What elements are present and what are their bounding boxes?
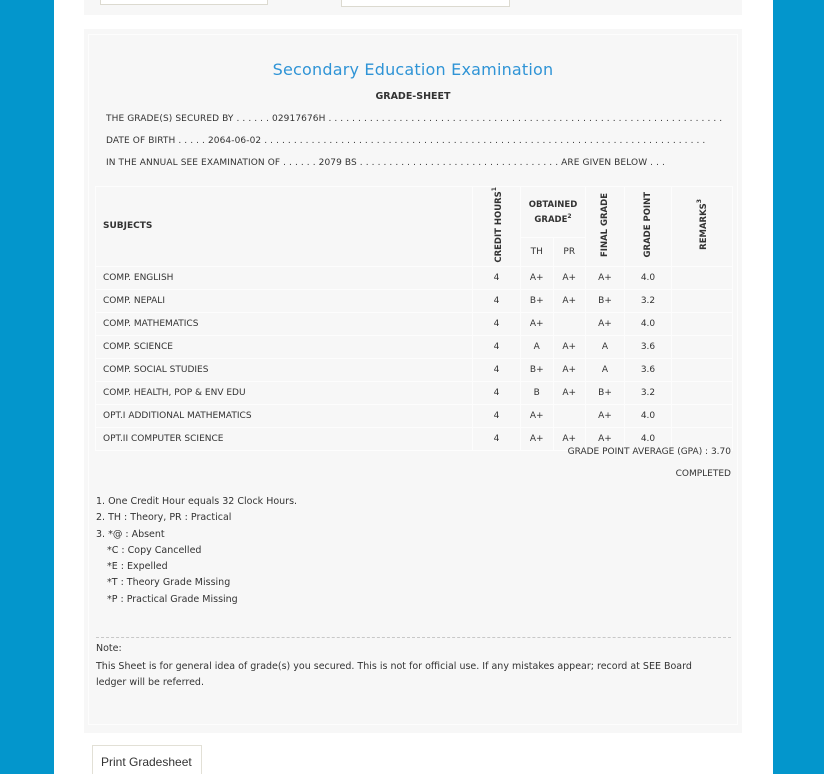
- symbol-number-input[interactable]: [100, 0, 268, 5]
- practical-grade: A+: [553, 381, 586, 404]
- credit-hours: 4: [473, 266, 521, 289]
- credit-hours: 4: [473, 427, 521, 450]
- final-grade: B+: [586, 289, 625, 312]
- gpa-summary: GRADE POINT AVERAGE (GPA) : 3.70: [567, 447, 731, 457]
- theory-grade: B+: [521, 289, 554, 312]
- grade-point: 4.0: [625, 312, 672, 335]
- result-status: COMPLETED: [675, 469, 731, 479]
- legend-item: 1. One Credit Hour equals 32 Clock Hours.: [96, 496, 298, 507]
- table-row: [96, 289, 733, 312]
- grade-point: 3.2: [625, 289, 672, 312]
- secured-by-line: THE GRADE(S) SECURED BY . . . . . . 02917676H . . . . . . . . . . . . . . . . . . . . . . . . . . . . . . . . . . . . . . . . . . . . . . . . . . . . . . . . . . . . . . . . . . .: [106, 114, 723, 124]
- subject-name: COMP. ENGLISH: [96, 266, 473, 289]
- final-grade: B+: [586, 381, 625, 404]
- final-grade: A+: [586, 312, 625, 335]
- practical-grade: A+: [553, 266, 586, 289]
- remarks: [672, 266, 733, 289]
- practical-grade: A+: [553, 427, 586, 450]
- legend-item: *E : Expelled: [107, 561, 168, 573]
- practical-grade: A+: [553, 335, 586, 358]
- header-subjects: SUBJECTS: [96, 187, 473, 267]
- search-form-panel: [84, 0, 742, 15]
- practical-grade: [553, 312, 586, 335]
- note-label: Note:: [96, 643, 122, 654]
- final-grade: A+: [586, 404, 625, 427]
- gradesheet-panel: [84, 29, 742, 733]
- final-grade: A: [586, 335, 625, 358]
- header-pr: PR: [553, 238, 586, 266]
- final-grade: A+: [586, 427, 625, 450]
- subject-name: COMP. SOCIAL STUDIES: [96, 358, 473, 381]
- remarks: [672, 381, 733, 404]
- remarks: [672, 312, 733, 335]
- theory-grade: A+: [521, 427, 554, 450]
- exam-year-line: IN THE ANNUAL SEE EXAMINATION OF . . . . . . 2079 BS . . . . . . . . . . . . . . . . . . . . . . . . . . . . . . . . . . ARE GIVEN BELOW . . .: [106, 158, 665, 168]
- header-th: TH: [521, 238, 554, 266]
- grade-point: 4.0: [625, 266, 672, 289]
- grade-point: 4.0: [625, 404, 672, 427]
- remarks: [672, 289, 733, 312]
- table-row: [96, 312, 733, 335]
- theory-grade: B: [521, 381, 554, 404]
- theory-grade: B+: [521, 358, 554, 381]
- header-obtained-grade: OBTAINED GRADE$^2$: [521, 187, 586, 238]
- page-container: [54, 0, 773, 774]
- table-row: [96, 358, 733, 381]
- final-grade: A: [586, 358, 625, 381]
- note-divider: [96, 637, 731, 638]
- legend: [96, 494, 297, 608]
- subject-name: COMP. MATHEMATICS: [96, 312, 473, 335]
- print-gradesheet-button[interactable]: Print Gradesheet: [92, 745, 202, 774]
- grade-point: 4.0: [625, 427, 672, 450]
- subject-name: COMP. HEALTH, POP & ENV EDU: [96, 381, 473, 404]
- legend-item: *C : Copy Cancelled: [107, 544, 202, 556]
- grade-point: 3.6: [625, 358, 672, 381]
- dob-input[interactable]: [341, 0, 510, 7]
- theory-grade: A+: [521, 312, 554, 335]
- subject-name: COMP. SCIENCE: [96, 335, 473, 358]
- grades-table: [95, 186, 733, 451]
- header-remarks: REMARKS$^3$: [672, 187, 733, 267]
- credit-hours: 4: [473, 312, 521, 335]
- grade-point: 3.6: [625, 335, 672, 358]
- remarks: [672, 404, 733, 427]
- table-row: [96, 266, 733, 289]
- header-grade-point: GRADE POINT: [625, 187, 672, 267]
- legend-item: *P : Practical Grade Missing: [107, 593, 238, 605]
- theory-grade: A+: [521, 404, 554, 427]
- credit-hours: 4: [473, 381, 521, 404]
- theory-grade: A: [521, 335, 554, 358]
- note-text: This Sheet is for general idea of grade(s) you secured. This is not for official use. If any mistakes appear; record at SEE Board ledger will be referred.: [96, 661, 692, 688]
- header-final-grade: FINAL GRADE: [586, 187, 625, 267]
- table-row: [96, 404, 733, 427]
- gradesheet-heading: GRADE-SHEET: [375, 91, 451, 102]
- legend-item: *T : Theory Grade Missing: [107, 577, 231, 589]
- theory-grade: A+: [521, 266, 554, 289]
- gradesheet: [88, 34, 738, 725]
- legend-item: 2. TH : Theory, PR : Practical: [96, 512, 232, 524]
- legend-item: 3. *@ : Absent: [96, 528, 165, 540]
- table-row: [96, 381, 733, 404]
- exam-title: Secondary Education Examination: [272, 60, 554, 79]
- remarks: [672, 335, 733, 358]
- grade-point: 3.2: [625, 381, 672, 404]
- credit-hours: 4: [473, 404, 521, 427]
- subject-name: OPT.II COMPUTER SCIENCE: [96, 427, 473, 450]
- practical-grade: A+: [553, 289, 586, 312]
- date-of-birth-line: DATE OF BIRTH . . . . . 2064-06-02 . . . . . . . . . . . . . . . . . . . . . . . . . . . . . . . . . . . . . . . . . . . . . . . . . . . . . . . . . . . . . . . . . . . . . . . . . . .: [106, 136, 706, 146]
- credit-hours: 4: [473, 358, 521, 381]
- credit-hours: 4: [473, 335, 521, 358]
- credit-hours: 4: [473, 289, 521, 312]
- remarks: [672, 358, 733, 381]
- final-grade: A+: [586, 266, 625, 289]
- table-row: [96, 335, 733, 358]
- practical-grade: [553, 404, 586, 427]
- practical-grade: A+: [553, 358, 586, 381]
- subject-name: OPT.I ADDITIONAL MATHEMATICS: [96, 404, 473, 427]
- header-credit-hours: CREDIT HOURS$^1$: [473, 187, 521, 267]
- subject-name: COMP. NEPALI: [96, 289, 473, 312]
